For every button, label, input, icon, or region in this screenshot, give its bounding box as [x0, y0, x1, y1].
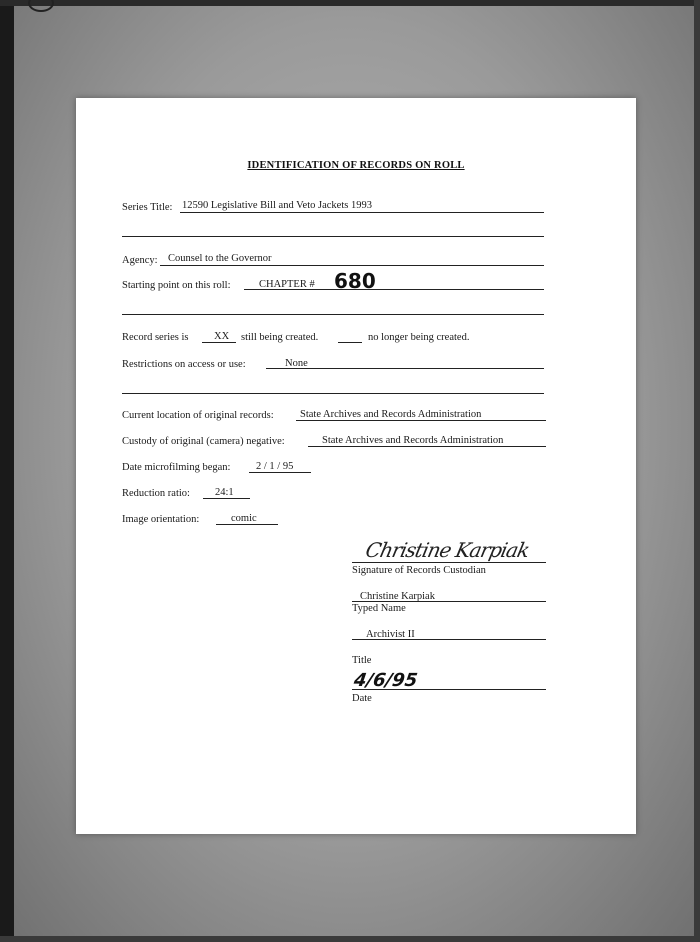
starting-point-line-2 — [122, 314, 544, 315]
series-title-label: Series Title: — [122, 202, 173, 213]
typed-name-label: Typed Name — [352, 603, 406, 614]
film-edge-left — [0, 0, 14, 942]
restrictions-label: Restrictions on access or use: — [122, 359, 246, 370]
title-line — [352, 639, 546, 640]
reduction-line — [203, 498, 250, 499]
orientation-label: Image orientation: — [122, 514, 200, 525]
form-page — [76, 98, 636, 834]
orientation-value: comic — [231, 513, 257, 524]
date-label: Date — [352, 693, 372, 704]
still-being-created-line — [202, 342, 236, 343]
agency-label: Agency: — [122, 255, 158, 266]
series-title-line-2 — [122, 236, 544, 237]
film-edge-top — [0, 0, 700, 6]
still-being-created-mark: XX — [214, 331, 230, 342]
starting-point-line — [244, 289, 544, 290]
title-label: Title — [352, 655, 372, 666]
current-location-value: State Archives and Records Administration — [300, 409, 482, 420]
agency-value: Counsel to the Governor — [168, 253, 272, 264]
current-location-line — [296, 420, 546, 421]
starting-point-label: Starting point on this roll: — [122, 280, 231, 291]
custody-value: State Archives and Records Administration — [322, 435, 504, 446]
no-longer-being-created-line — [338, 342, 362, 343]
agency-line — [160, 265, 544, 266]
typed-name-line — [352, 601, 546, 602]
title-value: Archivist II — [366, 629, 415, 640]
date-line — [352, 689, 546, 690]
form-heading: IDENTIFICATION OF RECORDS ON ROLL — [247, 160, 465, 171]
typed-name-value: Christine Karpiak — [360, 591, 435, 602]
orientation-line — [216, 524, 278, 525]
date-began-value: 2 / 1 / 95 — [256, 461, 294, 472]
series-title-value: 12590 Legislative Bill and Veto Jackets 1993 — [182, 200, 372, 211]
custody-line — [308, 446, 546, 447]
starting-point-value: CHAPTER # — [259, 279, 315, 290]
current-location-label: Current location of original records: — [122, 410, 274, 421]
signature-label: Signature of Records Custodian — [352, 565, 486, 576]
record-series-label: Record series is — [122, 332, 189, 343]
restrictions-line — [266, 368, 544, 369]
no-longer-being-created-text: no longer being created. — [368, 332, 470, 343]
series-title-line — [180, 212, 544, 213]
restrictions-line-2 — [122, 393, 544, 394]
custody-label: Custody of original (camera) negative: — [122, 436, 285, 447]
still-being-created-text: still being created. — [241, 332, 319, 343]
custodian-signature: Christine Karpiak — [363, 538, 532, 562]
restrictions-value: None — [285, 358, 308, 369]
film-edge-right — [694, 0, 700, 942]
reduction-value: 24:1 — [215, 487, 234, 498]
date-handwritten: 4/6/95 — [352, 670, 419, 691]
film-edge-bottom — [0, 936, 700, 942]
signature-line — [352, 562, 546, 563]
reduction-label: Reduction ratio: — [122, 488, 190, 499]
date-began-label: Date microfilming began: — [122, 462, 231, 473]
date-began-line — [249, 472, 311, 473]
starting-point-handwritten: 680 — [334, 269, 376, 293]
